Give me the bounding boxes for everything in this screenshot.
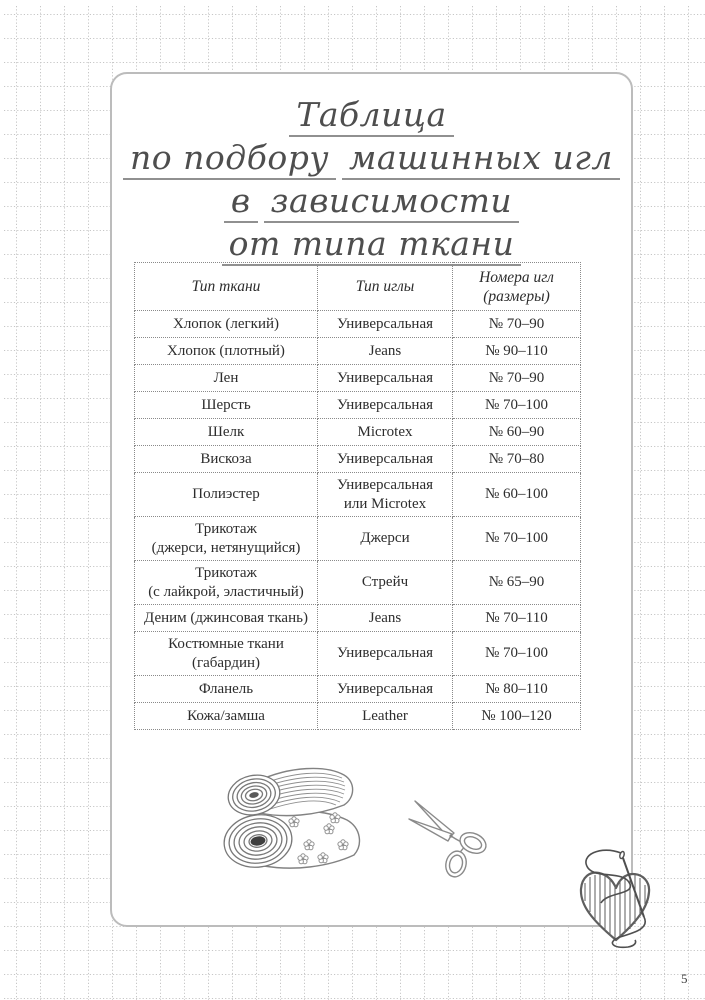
fabric-bolts-illustration: [208, 758, 380, 880]
title-segment: по подбору: [123, 139, 336, 180]
title-line: [112, 94, 631, 137]
table-cell: Костюмные ткани (габардин): [135, 632, 318, 676]
table-cell: № 100–120: [453, 703, 581, 730]
table-cell: Лен: [135, 365, 318, 392]
table-cell: № 70–100: [453, 392, 581, 419]
table-cell: Шерсть: [135, 392, 318, 419]
table-cell: № 90–110: [453, 338, 581, 365]
table-row: [135, 561, 581, 605]
table-cell: № 70–90: [453, 365, 581, 392]
table-cell: № 65–90: [453, 561, 581, 605]
table-cell: Универсальная или Microtex: [318, 473, 453, 517]
table-row: [135, 392, 581, 419]
table-cell: № 70–80: [453, 446, 581, 473]
page-title: [112, 74, 631, 266]
table-cell: Трикотаж (с лайкрой, эластичный): [135, 561, 318, 605]
table-cell: № 80–110: [453, 676, 581, 703]
table-row: [135, 446, 581, 473]
table-cell: Вискоза: [135, 446, 318, 473]
table-cell: Хлопок (плотный): [135, 338, 318, 365]
table-cell: Джерси: [318, 517, 453, 561]
table-cell: Полиэстер: [135, 473, 318, 517]
title-segment: Таблица: [289, 96, 453, 137]
title-line: [112, 223, 631, 266]
table-cell: Jeans: [318, 338, 453, 365]
table-row: [135, 632, 581, 676]
title-segment: от типа ткани: [222, 225, 522, 266]
table-cell: № 60–90: [453, 419, 581, 446]
table-row: [135, 605, 581, 632]
table-cell: Jeans: [318, 605, 453, 632]
table-cell: Microtex: [318, 419, 453, 446]
table-cell: № 70–110: [453, 605, 581, 632]
table-cell: № 70–100: [453, 632, 581, 676]
table-header-row: [135, 263, 581, 311]
table-cell: Деним (джинсовая ткань): [135, 605, 318, 632]
table-cell: Универсальная: [318, 446, 453, 473]
table-row: [135, 473, 581, 517]
title-segment: машинных игл: [342, 139, 620, 180]
table-row: [135, 419, 581, 446]
table-cell: Трикотаж (джерси, нетянущийся): [135, 517, 318, 561]
table-row: [135, 517, 581, 561]
scissors-illustration: [401, 791, 497, 883]
table-cell: Хлопок (легкий): [135, 311, 318, 338]
title-line: [112, 137, 631, 180]
table-cell: № 70–100: [453, 517, 581, 561]
table-cell: Универсальная: [318, 311, 453, 338]
table-cell: Кожа/замша: [135, 703, 318, 730]
table-row: [135, 703, 581, 730]
table-cell: Универсальная: [318, 676, 453, 703]
column-header: Тип ткани: [135, 263, 318, 311]
table-cell: Универсальная: [318, 632, 453, 676]
page-number: 5: [681, 971, 688, 986]
table-row: [135, 311, 581, 338]
table-cell: Универсальная: [318, 392, 453, 419]
column-header: Тип иглы: [318, 263, 453, 311]
stitched-heart-illustration: [571, 847, 663, 955]
title-segment: зависимости: [264, 182, 520, 223]
table-cell: Шелк: [135, 419, 318, 446]
table-row: [135, 676, 581, 703]
column-header: Номера игл (размеры): [453, 263, 581, 311]
table-cell: Фланель: [135, 676, 318, 703]
table-cell: № 70–90: [453, 311, 581, 338]
table-row: [135, 365, 581, 392]
needle-selection-table: [134, 262, 581, 730]
table-cell: Универсальная: [318, 365, 453, 392]
table-row: [135, 338, 581, 365]
title-line: [112, 180, 631, 223]
table-cell: Стрейч: [318, 561, 453, 605]
table-cell: № 60–100: [453, 473, 581, 517]
table-cell: Leather: [318, 703, 453, 730]
title-segment: в: [224, 182, 258, 223]
